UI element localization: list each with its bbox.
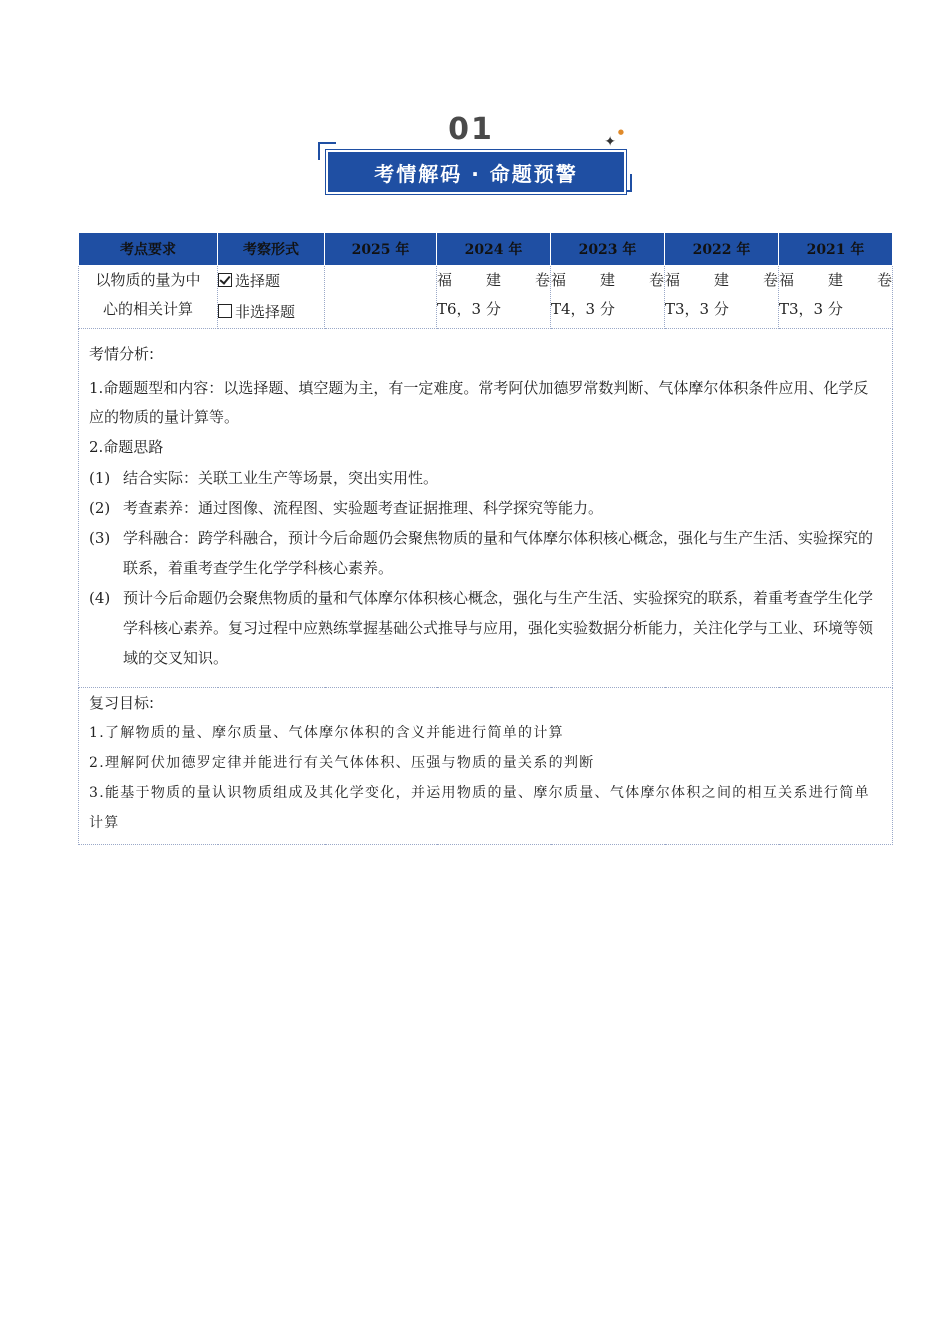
question-detail: T6，3 分: [437, 300, 501, 318]
item-text: 考查素养：通过图像、流程图、实验题考查证据推理、科学探究等能力。: [123, 499, 604, 517]
question-detail: T4，3 分: [551, 300, 615, 318]
item-number: (4): [89, 589, 111, 607]
header-cell: 2023 年: [551, 233, 665, 266]
table-row: [79, 266, 893, 329]
paper-char: 建: [827, 271, 843, 289]
section-number: 01: [448, 112, 494, 147]
analysis-cell: [79, 329, 893, 688]
item-number: (1): [89, 469, 111, 487]
analysis-paragraph: 1.命题题型和内容：以选择题、填空题为主，有一定难度。常考阿伏加德罗常数判断、气体摩尔体积条件应用、化学反应的物质的量计算等。: [89, 379, 869, 426]
paper-char: 福: [665, 271, 681, 289]
analysis-item: [89, 493, 882, 523]
paper-char: 建: [713, 271, 729, 289]
paper-char: 福: [437, 271, 453, 289]
analysis-title: 考情分析:: [89, 345, 155, 363]
analysis-row: [79, 329, 893, 688]
question-detail: T3，3 分: [779, 300, 843, 318]
header-cell: 考察形式: [218, 233, 325, 266]
header-cell: 2022 年: [665, 233, 779, 266]
goal-item: 1.了解物质的量、摩尔质量、气体摩尔体积的含义并能进行简单的计算: [89, 725, 564, 741]
year-2022-cell: [665, 266, 779, 329]
goals-cell: [79, 688, 893, 845]
table-header-row: [79, 233, 893, 266]
paper-char: 福: [551, 271, 567, 289]
header-cell: 考点要求: [79, 233, 218, 266]
paper-char: 福: [779, 271, 795, 289]
item-number: (3): [89, 529, 111, 547]
paper-char: 建: [485, 271, 501, 289]
analysis-item: [89, 583, 882, 673]
analysis-item: [89, 463, 882, 493]
topic-cell: [79, 266, 218, 329]
paper-char: 卷: [876, 271, 892, 289]
goals-title: 复习目标:: [89, 694, 155, 712]
year-2024-cell: [437, 266, 551, 329]
nonchoice-label: 非选择题: [235, 303, 296, 321]
goal-item: 3.能基于物质的量认识物质组成及其化学变化，并运用物质的量、摩尔质量、气体摩尔体积之间的相互关系进行简单计算: [89, 785, 870, 831]
analysis-paragraph: 2.命题思路: [89, 438, 164, 456]
year-2021-cell: [779, 266, 893, 329]
topic-text: 心的相关计算: [102, 300, 193, 318]
header-cell: 2025 年: [325, 233, 437, 266]
item-text: 结合实际：关联工业生产等场景，突出实用性。: [123, 469, 439, 487]
dot-icon: ●: [617, 128, 624, 136]
paper-char: 卷: [762, 271, 778, 289]
unchecked-box-icon: [218, 304, 232, 318]
section-title: 考情解码 · 命题预警: [374, 161, 578, 186]
item-text: 预计今后命题仍会聚焦物质的量和气体摩尔体积核心概念，强化与生产生活、实验探究的联系，着重考查学生化学学科核心素养。复习过程中应熟练掌握基础公式推导与应用，强化实验数据分析能力，关注化学与工业、环境等领域的交叉知识。: [123, 589, 874, 667]
goals-row: [79, 688, 893, 845]
banner-box: [326, 150, 626, 194]
header-cell: 2021 年: [779, 233, 893, 266]
topic-text: 以物质的量为中: [95, 271, 201, 289]
analysis-item: [89, 523, 882, 583]
goal-item: 2.理解阿伏加德罗定律并能进行有关气体体积、压强与物质的量关系的判断: [89, 755, 595, 771]
paper-char: 卷: [534, 271, 550, 289]
paper-char: 卷: [648, 271, 664, 289]
item-text: 学科融合：跨学科融合，预计今后命题仍会聚焦物质的量和气体摩尔体积核心概念，强化与生产生活、实验探究的联系，着重考查学生化学学科核心素养。: [123, 529, 874, 577]
item-number: (2): [89, 499, 111, 517]
form-cell: [218, 266, 325, 329]
section-banner: [318, 112, 632, 198]
checked-box-icon: [218, 273, 232, 287]
question-detail: T3，3 分: [665, 300, 729, 318]
sparkle-icon: ✦: [604, 134, 616, 150]
year-2025-cell: [325, 266, 437, 329]
header-cell: 2024 年: [437, 233, 551, 266]
choice-label: 选择题: [235, 272, 281, 290]
year-2023-cell: [551, 266, 665, 329]
exam-table: [78, 232, 893, 845]
nonchoice-option: [218, 297, 324, 328]
choice-option: [218, 266, 324, 297]
paper-char: 建: [599, 271, 615, 289]
